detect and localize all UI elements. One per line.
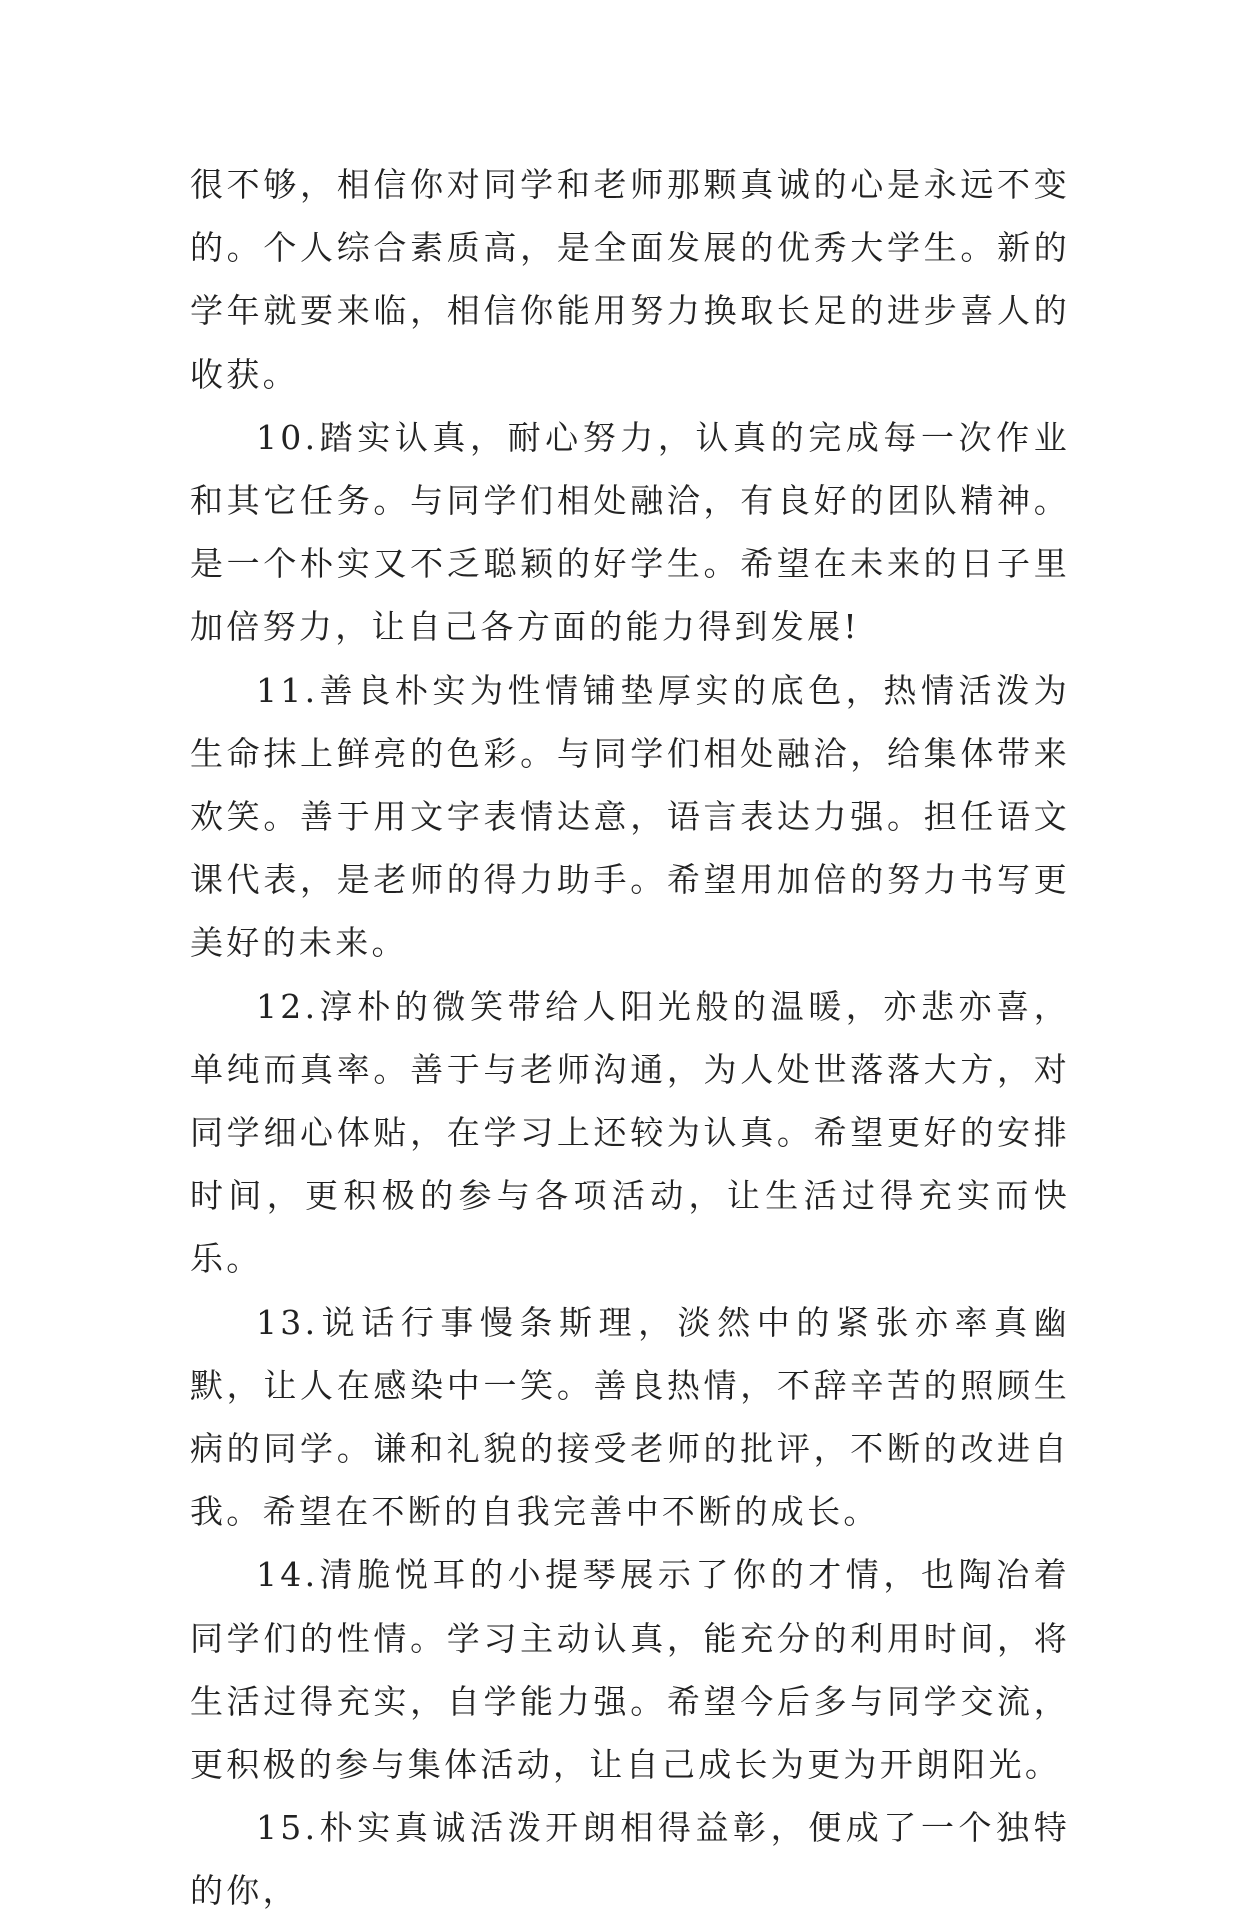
paragraph-item-11: 11.善良朴实为性情铺垫厚实的底色，热情活泼为生命抹上鲜亮的色彩。与同学们相处融洽，给集体带来欢笑。善于用文字表情达意，语言表达力强。担任语文课代表，是老师的得力助手。希望用加倍的努力书写更美好的未来。 [190,670,1070,963]
document-body [190,153,1070,1923]
paragraph-item-12: 12.淳朴的微笑带给人阳光般的温暖，亦悲亦喜，单纯而真率。善于与老师沟通，为人处世落落大方，对同学细心体贴，在学习上还较为认真。希望更好的安排时间，更积极的参与各项活动，让生活过得充实而快乐。 [190,986,1070,1279]
paragraph-item-14: 14.清脆悦耳的小提琴展示了你的才情，也陶冶着同学们的性情。学习主动认真，能充分的利用时间，将生活过得充实，自学能力强。希望今后多与同学交流，更积极的参与集体活动，让自己成长为更为开朗阳光。 [190,1555,1070,1785]
paragraph-continuation: 很不够，相信你对同学和老师那颗真诚的心是永远不变的。个人综合素质高，是全面发展的优秀大学生。新的学年就要来临，相信你能用努力换取长足的进步喜人的收获。 [190,165,1070,394]
paragraph-item-15: 15.朴实真诚活泼开朗相得益彰，便成了一个独特的你， [190,1808,1070,1911]
paragraph-item-13: 13.说话行事慢条斯理，淡然中的紧张亦率真幽默，让人在感染中一笑。善良热情，不辞辛苦的照顾生病的同学。谦和礼貌的接受老师的批评，不断的改进自我。希望在不断的自我完善中不断的成长。 [190,1302,1070,1532]
paragraph-item-10: 10.踏实认真，耐心努力，认真的完成每一次作业和其它任务。与同学们相处融洽，有良好的团队精神。是一个朴实又不乏聪颖的好学生。希望在未来的日子里加倍努力，让自己各方面的能力得到发展! [190,417,1070,647]
